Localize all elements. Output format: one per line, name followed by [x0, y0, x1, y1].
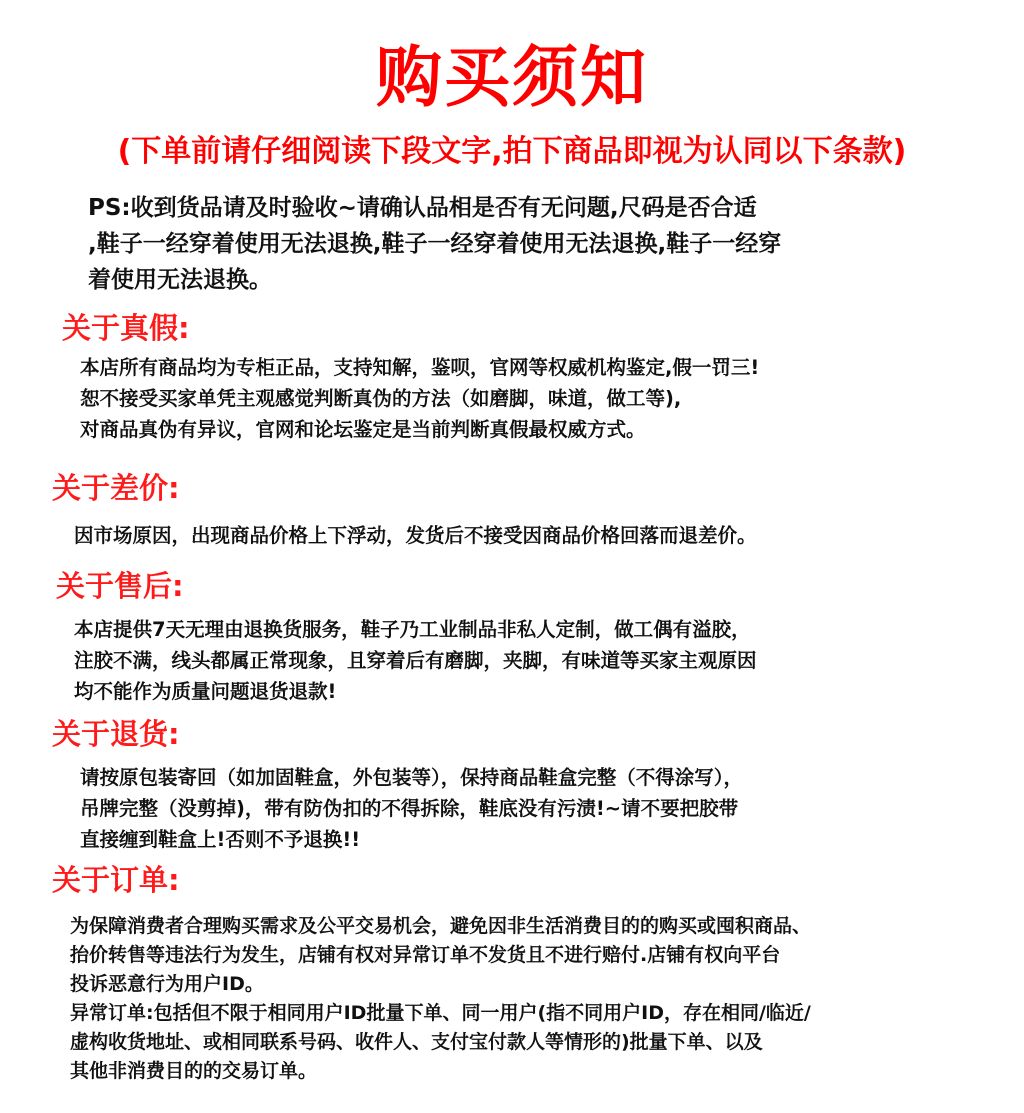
- section-heading-price-difference: 关于差价:: [52, 471, 180, 505]
- ps-line: ,鞋子一经穿着使用无法退换,鞋子一经穿着使用无法退换,鞋子一经穿: [88, 231, 782, 257]
- ps-line: PS:收到货品请及时验收~请确认品相是否有无问题,尺码是否合适: [88, 195, 757, 221]
- section-line: 本店所有商品均为专柜正品，支持知解，鉴呗，官网等权威机构鉴定,假一罚三!: [80, 356, 760, 379]
- section-body-returns: [80, 762, 743, 855]
- section-line: 直接缠到鞋盒上!否则不予退换!!: [80, 828, 361, 851]
- section-body-authenticity: [80, 352, 759, 445]
- section-line: 为保障消费者合理购买需求及公平交易机会，避免因非生活消费目的的购买或囤积商品、: [70, 915, 812, 937]
- section-line: 异常订单:包括但不限于相同用户ID批量下单、同一用户(指不同用户ID，存在相同/临近/: [70, 1002, 811, 1024]
- section-line: 对商品真伪有异议，官网和论坛鉴定是当前判断真假最权威方式。: [80, 418, 646, 441]
- section-line: 本店提供7天无理由退换货服务，鞋子乃工业制品非私人定制，做工偶有溢胶，: [74, 618, 751, 641]
- section-heading-returns: 关于退货:: [52, 717, 180, 751]
- section-line: 其他非消费目的的交易订单。: [70, 1060, 318, 1082]
- section-line: 注胶不满，线头都属正常现象，且穿着后有磨脚，夹脚，有味道等买家主观原因: [74, 649, 757, 672]
- section-line: 请按原包装寄回（如加固鞋盒，外包装等），保持商品鞋盒完整（不得涂写），: [80, 766, 744, 789]
- section-heading-after-sales: 关于售后:: [56, 569, 184, 603]
- page-subtitle: (下单前请仔细阅读下段文字,拍下商品即视为认同以下条款): [117, 134, 907, 169]
- section-line: 均不能作为质量问题退货退款!: [74, 680, 337, 703]
- ps-note: [88, 190, 968, 298]
- section-heading-authenticity: 关于真假:: [62, 311, 190, 345]
- section-line: 因市场原因，出现商品价格上下浮动，发货后不接受因商品价格回落而退差价。: [74, 524, 757, 547]
- section-body-price-difference: [74, 520, 757, 551]
- section-body-after-sales: [74, 614, 757, 707]
- ps-line: 着使用无法退换。: [88, 267, 272, 293]
- section-line: 虚构收货地址、或相同联系号码、收件人、支付宝付款人等情形的)批量下单、以及: [70, 1031, 763, 1053]
- section-line: 恕不接受买家单凭主观感觉判断真伪的方法（如磨脚，味道，做工等),: [80, 387, 682, 410]
- page-title: 购买须知: [376, 39, 648, 116]
- section-line: 抬价转售等违法行为发生，店铺有权对异常订单不发货且不进行赔付.店铺有权向平台: [70, 944, 781, 966]
- section-line: 吊牌完整（没剪掉)，带有防伪扣的不得拆除，鞋底没有污渍!~请不要把胶带: [80, 797, 739, 820]
- section-heading-orders: 关于订单:: [52, 863, 180, 897]
- section-line: 投诉恶意行为用户ID。: [70, 973, 264, 995]
- section-body-orders: [70, 912, 811, 1086]
